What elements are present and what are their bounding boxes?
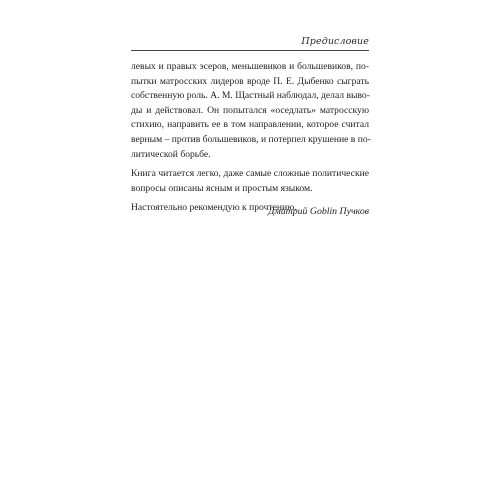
author-signature: Дмитрий Goblin Пучков bbox=[268, 206, 369, 217]
text-line: собственную роль. А. М. Щастный наблюдал, делал выво- bbox=[131, 90, 370, 102]
text-line: литической борьбе. bbox=[131, 148, 211, 160]
text-line: Книга читается легко, даже самые сложные политические bbox=[131, 168, 369, 180]
text-line: левых и правых эсеров, меньшевиков и большевиков, по- bbox=[131, 61, 369, 72]
running-header: Предисловие bbox=[301, 36, 369, 47]
text-line: пытки матросских лидеров вроде П. Е. Дыбенко сыграть bbox=[131, 75, 369, 87]
text-line: ды и действовал. Он попытался «оседлать» матросскую bbox=[131, 104, 369, 116]
text-line: верным – против большевиков, и потерпел крушение в по- bbox=[131, 133, 371, 145]
paragraph-1 bbox=[131, 60, 369, 162]
text-line: вопросы описаны ясным и простым языком. bbox=[131, 182, 313, 194]
body-text bbox=[131, 60, 369, 216]
paragraph-2 bbox=[131, 167, 369, 196]
text-line: стихию, направить ее в том направлении, которое считал bbox=[131, 119, 369, 131]
text-line: Настоятельно рекомендую к прочтению. bbox=[131, 202, 297, 214]
header-rule bbox=[131, 50, 369, 51]
